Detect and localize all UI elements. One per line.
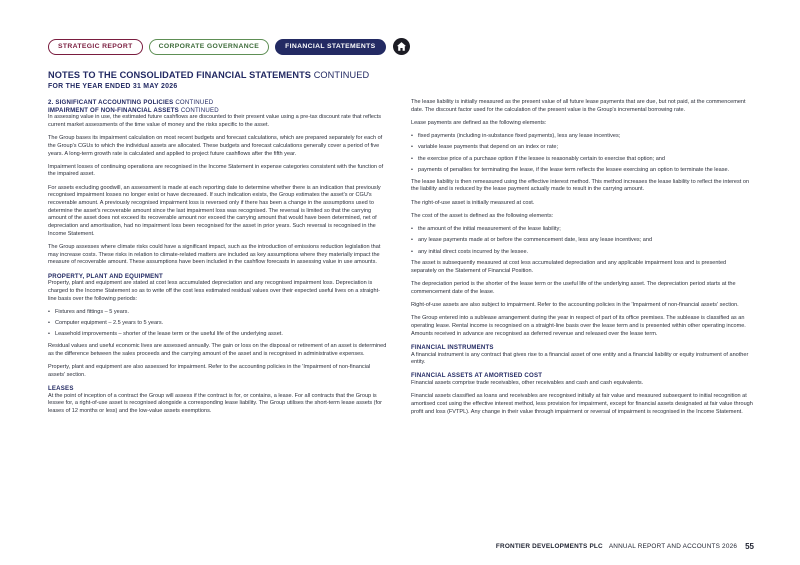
- heading-leases: LEASES: [48, 384, 74, 392]
- paragraph: Financial assets classified as loans and receivables are recognised initially at fair value and measured subsequent to initial recognition at amortised cost using the effective interest method, less provision for impairment, except for financial assets designated at fair value through profit and loss (FVTPL). Any change in their value through impairment or reversal of impairment is recognised in the Income Statement.: [411, 393, 753, 415]
- paragraph: The depreciation period is the shorter of the lease term or the useful life of the underlying asset. The depreciation period starts at the commencement date of the lease.: [411, 281, 736, 295]
- heading-significant-accounting-policies: 2. SIGNIFICANT ACCOUNTING POLICIES CONTINUED: [48, 99, 214, 106]
- asset-cost-list: [411, 226, 753, 256]
- list-item: • any lease payments made at or before the commencement date, less any lease incentives; and: [411, 237, 753, 245]
- right-column: [411, 99, 753, 422]
- list-item: • Fixtures and fittings – 5 years.: [48, 309, 388, 317]
- home-icon: [396, 41, 407, 52]
- paragraph: At the point of inception of a contract the Group will assess if the contract is for, or contains, a lease. For all contracts that the Group is lessee for, a right-of-use asset is recognised alongside a corresponding lease liability. The Group utilises the short-term lease assets (for leases of 12 months or less) and the low-value assets exemptions.: [48, 392, 383, 414]
- page-title: NOTES TO THE CONSOLIDATED FINANCIAL STATEMENTS CONTINUED: [48, 70, 370, 80]
- list-item: • fixed payments (including in-substance fixed payments), less any lease incentives;: [411, 133, 753, 141]
- nav-strategic-report[interactable]: STRATEGIC REPORT: [48, 39, 143, 55]
- paragraph: The lease liability is initially measured as the present value of all future lease payments that are due, but not paid, at the commencement date. The discount factor used for the calculation of the present value is the Group's incremental borrowing rate.: [411, 99, 746, 113]
- page-subtitle: FOR THE YEAR ENDED 31 MAY 2026: [48, 83, 178, 90]
- paragraph: The asset is subsequently measured at cost less accumulated depreciation and any applicable impairment loss and is presented separately on the Statement of Financial Position.: [411, 260, 727, 275]
- page-number: 55: [745, 542, 754, 551]
- list-item: • payments of penalties for terminating the lease, if the lease term reflects the lessee exercising an option to terminate the lease.: [411, 167, 753, 175]
- section-nav: [48, 38, 410, 55]
- list-item: • any initial direct costs incurred by the lessee.: [411, 249, 753, 257]
- page-header: [48, 70, 388, 91]
- list-item: • the amount of the initial measurement of the lease liability;: [411, 226, 753, 234]
- heading-financial-instruments: FINANCIAL INSTRUMENTS: [411, 343, 494, 351]
- paragraph: The right-of-use asset is initially measured at cost.: [411, 199, 535, 206]
- paragraph: The Group assesses where climate risks could have a significant impact, such as the introduction of emissions reduction legislation that may increase costs. These risks in relation to climate-related matters are included as key assumptions where they materially impact the measure of recoverable amount. These assumptions have been included in the cashflow forecasts in assessing value in use amounts.: [48, 244, 381, 266]
- list-item: • Leasehold improvements – shorter of the lease term or the useful life of the underlying asset.: [48, 331, 388, 339]
- list-item: • Computer equipment – 2.5 years to 5 years.: [48, 320, 388, 328]
- paragraph: The Group entered into a sublease arrangement during the year in respect of part of its office premises. The sublease is classified as an operating lease. Rental income is recognised on a straight-line basis over the lease term and is presented within other operating income. Amounts received in advance are recognised as deferred revenue and released over the lease term.: [411, 315, 746, 337]
- paragraph: Impairment losses of continuing operations are recognised in the Income Statement in expense categories consistent with the function of the impaired asset.: [48, 163, 384, 178]
- paragraph: Property, plant and equipment are stated at cost less accumulated depreciation and any recognised impairment loss. Depreciation is charged to the Income Statement so as to write off the cost less estimated residual values over their expected useful lives on a straight-line basis over the following periods:: [48, 280, 380, 302]
- paragraph: The cost of the asset is defined as the following elements:: [411, 212, 554, 219]
- heading-ppe: PROPERTY, PLANT AND EQUIPMENT: [48, 272, 163, 280]
- heading-impairment: IMPAIRMENT OF NON-FINANCIAL ASSETS CONTINUED: [48, 106, 219, 114]
- paragraph: For assets excluding goodwill, an assessment is made at each reporting date to determine whether there is an indication that previously recognised impairment losses no longer exist or have decreased. If such indication exists, the Group estimates the asset's or CGU's recoverable amount. A previously recognised impairment loss is reversed only if there has been a change in the assumptions used to determine the asset's recoverable amount since the last impairment loss was recognised. The reversal is limited so that the carrying amount of the asset does not exceed its recoverable amount nor exceed the carrying amount that would have been determined, net of depreciation and amortisation, had no impairment loss been recognised for the asset in prior years. Such reversal is recognised in the Income Statement.: [48, 184, 381, 237]
- left-column: [48, 99, 388, 421]
- heading-financial-assets-amortised-cost: FINANCIAL ASSETS AT AMORTISED COST: [411, 372, 543, 380]
- ppe-periods-list: [48, 309, 388, 339]
- paragraph: The Group bases its impairment calculation on most recent budgets and forecast calculations, which are prepared separately for each of the Group's CGUs to which the individual assets are allocated. These budgets and forecast calculations generally cover a period of five years. A long-term growth rate is calculated and applied to project future cashflows after the fifth year.: [48, 135, 383, 157]
- list-item: • variable lease payments that depend on an index or rate;: [411, 144, 753, 152]
- paragraph: Right-of-use assets are also subject to impairment. Refer to the accounting policies in the 'Impairment of non-financial assets' section.: [411, 302, 739, 309]
- home-button[interactable]: [393, 38, 410, 55]
- paragraph: A financial instrument is any contract that gives rise to a financial asset of one entity and a financial liability or equity instrument of another entity.: [411, 351, 749, 366]
- footer-report: ANNUAL REPORT AND ACCOUNTS 2026: [608, 543, 738, 550]
- nav-financial-statements[interactable]: FINANCIAL STATEMENTS: [275, 39, 385, 55]
- page-footer: [496, 542, 754, 551]
- footer-company: FRONTIER DEVELOPMENTS PLC: [495, 543, 603, 550]
- paragraph: Residual values and useful economic lives are assessed annually. The gain or loss on the disposal or retirement of an asset is determined as the difference between the sales proceeds and the carrying amount of the asset and is recognised in administrative expenses.: [48, 343, 387, 357]
- nav-corporate-governance[interactable]: CORPORATE GOVERNANCE: [149, 39, 270, 55]
- paragraph: Lease payments are defined as the following elements:: [411, 119, 547, 126]
- paragraph: The lease liability is then remeasured using the effective interest method. This method increases the lease liability to reflect the interest on the liability and is reduced by the lease payment actually made to result in the carrying amount.: [411, 178, 750, 193]
- lease-payments-list: [411, 133, 753, 175]
- paragraph: Financial assets comprise trade receivables, other receivables and cash and cash equivalents.: [411, 380, 644, 387]
- paragraph: Property, plant and equipment are also assessed for impairment. Refer to the accounting policies in the 'Impairment of non-financial assets' section.: [48, 364, 371, 378]
- list-item: • the exercise price of a purchase option if the lessee is reasonably certain to exercise that option; and: [411, 156, 753, 164]
- paragraph: In assessing value in use, the estimated future cashflows are discounted to their present value using a pre-tax discount rate that reflects current market assessments of the time value of money and the risks specific to the asset.: [48, 114, 381, 128]
